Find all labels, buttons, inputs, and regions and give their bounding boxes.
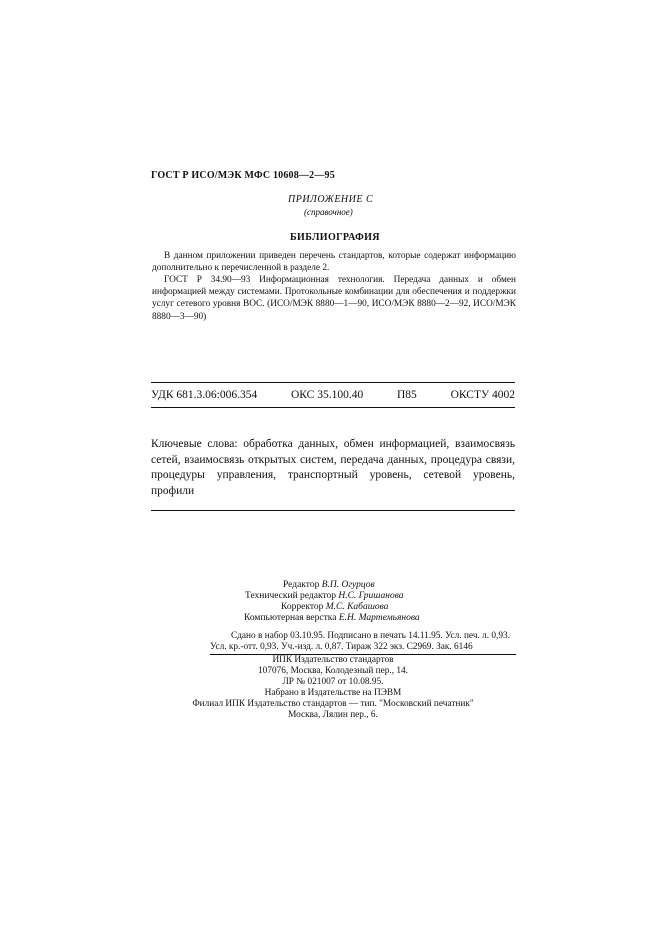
imprint-line-2: Усл. кр.-отт. 0,93. Уч.-изд. л. 0,87. Тираж 322 экз. С2969. Зак. 6146 <box>210 642 473 652</box>
publisher-license: ЛР № 021007 от 10.08.95. <box>282 677 384 687</box>
printing-branch: Филиал ИПК Издательство стандартов — тип. "Московский печатник" <box>192 699 474 709</box>
bottom-divider <box>151 510 515 511</box>
oks-code: ОКС 35.100.40 <box>290 389 364 401</box>
imprint-line-1: Сдано в набор 03.10.95. Подписано в печать 14.11.95. Усл. печ. л. 0,93. <box>231 631 511 641</box>
staff-name: В.П. Огурцов <box>321 580 375 590</box>
annex-intro <box>152 250 516 274</box>
staff-role: Технический редактор <box>245 591 336 601</box>
okstu-code: ОКСТУ 4002 <box>450 389 515 401</box>
bibliography-entry <box>152 274 516 323</box>
staff-name: Е.Н. Мартемьянова <box>338 613 420 623</box>
document-code: ГОСТ Р ИСО/МЭК МФС 10608—2—95 <box>151 170 335 181</box>
printing-address: Москва, Лялин пер., 6. <box>288 710 378 720</box>
udk-code: УДК 681.3.06:006.354 <box>151 389 258 401</box>
staff-name: М.С. Кабашова <box>325 602 389 612</box>
typeset-note: Набрано в Издательстве на ПЭВМ <box>264 688 402 698</box>
bibliography-entry-text: ГОСТ Р 34.90—93 Информационная технология. Передача данных и обмен информацией между системами. Протокольные комбинации для обеспечения и поддержки услуг сетевого уровня ВОС. (ИСО/МЭК 8880—1—90, ИСО/МЭК 8880—2—92, ИСО/МЭК 8880—3—90) <box>152 275 516 322</box>
staff-editor <box>283 580 375 590</box>
staff-layout <box>244 613 420 623</box>
staff-corrector <box>281 602 388 612</box>
p-code: П85 <box>397 389 417 401</box>
annex-intro-text: В данном приложении приведен перечень стандартов, которые содержат информацию дополнительно к перечисленной в разделе 2. <box>152 251 516 274</box>
staff-role: Редактор <box>283 580 320 590</box>
staff-role: Компьютерная верстка <box>244 613 337 623</box>
staff-name: Н.С. Гришанова <box>338 591 404 601</box>
bibliography-heading: БИБЛИОГРАФИЯ <box>290 232 380 243</box>
publisher-name: ИПК Издательство стандартов <box>272 655 394 665</box>
classification-row <box>151 389 515 401</box>
classification-divider <box>151 407 515 408</box>
keywords: Ключевые слова: обработка данных, обмен информацией, взаимосвязь сетей, взаимосвязь открытых систем, передача данных, процедура связи, процедуры управления, транспортный уровень, сетевой уровень, профили <box>151 438 515 497</box>
publisher-address: 107076, Москва, Колодезный пер., 14. <box>258 666 408 676</box>
annex-title: ПРИЛОЖЕНИЕ С <box>288 194 374 205</box>
top-divider <box>151 382 515 383</box>
staff-tech-editor <box>245 591 404 601</box>
staff-role: Корректор <box>281 602 324 612</box>
annex-subtitle: (справочное) <box>304 207 353 217</box>
